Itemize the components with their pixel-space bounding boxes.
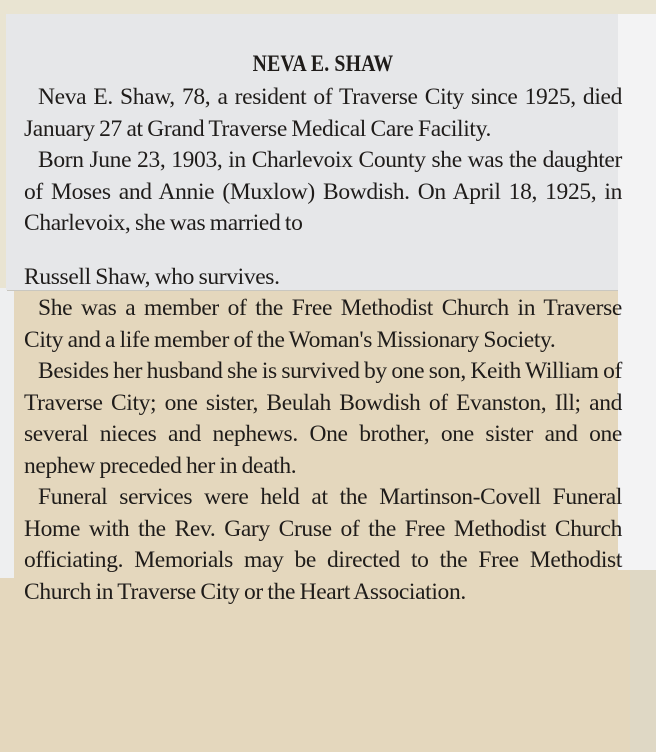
obituary-paragraph-church: She was a member of the Free Methodist Church in Traverse City and a life member of the Woman's Missionary Society. — [24, 295, 622, 353]
obituary-clipping — [24, 50, 622, 608]
obituary-paragraph-residence: Neva E. Shaw, 78, a resident of Traverse City since 1925, died January 27 at Grand Traverse Medical Care Facility. — [24, 84, 622, 142]
obituary-paragraph-spouse: Russell Shaw, who survives. — [24, 263, 280, 290]
right-edge-paper — [630, 560, 656, 752]
obituary-paragraph-services: Funeral services were held at the Martinson-Covell Funeral Home with the Rev. Gary Cruse of the Free Methodist Church officiating. Memorials may be directed to the Free Methodist Church in Traverse City or the Heart Association. — [24, 484, 622, 605]
obituary-headline: NEVA E. SHAW — [252, 51, 394, 76]
obituary-paragraph-survivors: Besides her husband she is survived by one son, Keith William of Traverse City; one sister, Beulah Bowdish of Evanston, Ill; and several nieces and nephews. One brother, one sister and one nephew preceded her in death. — [24, 358, 622, 479]
obituary-paragraph-birth: Born June 23, 1903, in Charlevoix County she was the daughter of Moses and Annie (Muxlow) Bowdish. On April 18, 1925, in Charlevoix, she was married to — [24, 147, 622, 236]
lower-left-margin-paper — [0, 288, 14, 578]
upper-right-paper — [618, 14, 656, 570]
